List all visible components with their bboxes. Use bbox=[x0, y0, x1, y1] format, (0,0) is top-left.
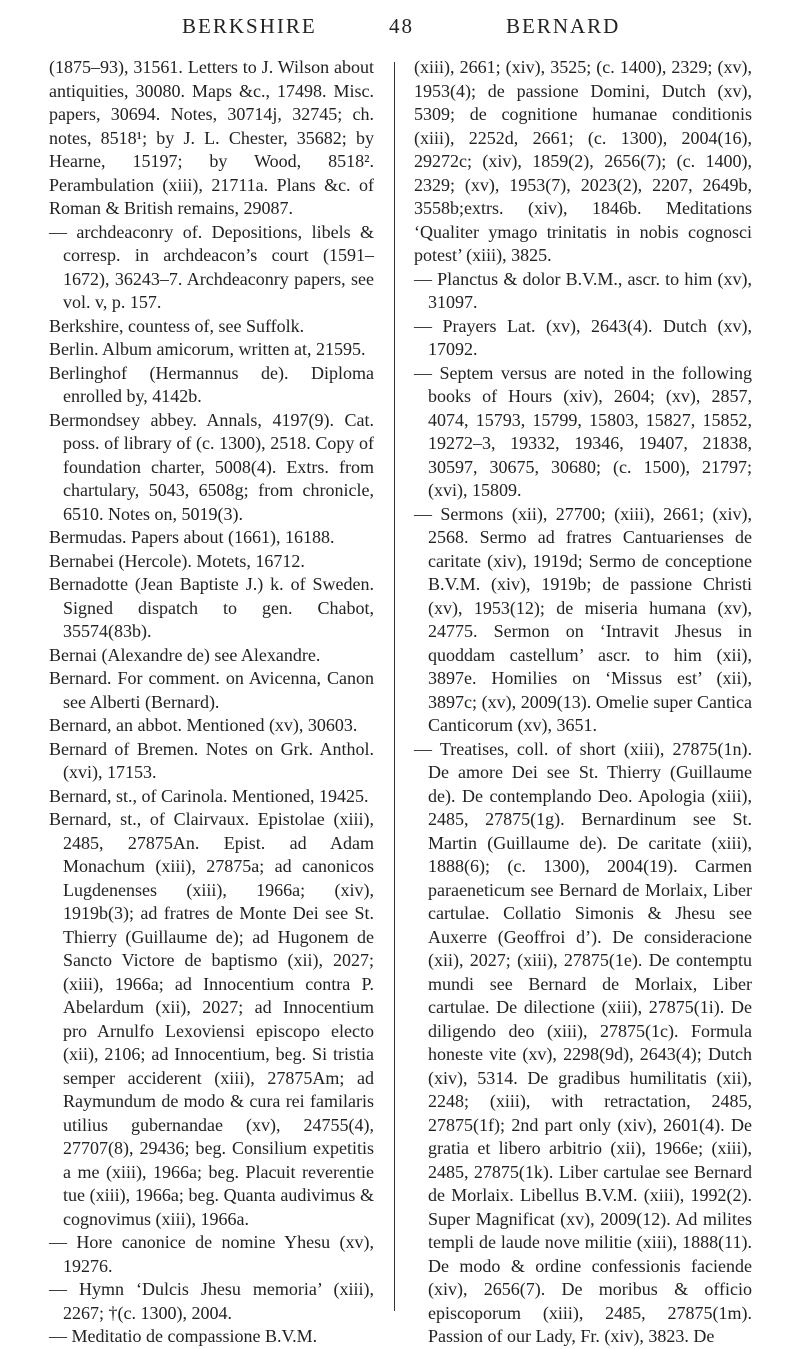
right-column bbox=[414, 56, 752, 1349]
left-column bbox=[49, 56, 374, 1349]
index-entry: — Septem versus are noted in the following books of Hours (xiv), 2604; (xv), 2857, 4074, 15793, 15799, 15803, 15827, 15852, 19272–3, 19332, 19346, 19407, 21838, 30597, 30675, 30680; (c. 1500), 21797; (xvi), 15809. bbox=[414, 362, 752, 500]
index-entry: — Treatises, coll. of short (xiii), 27875(1n). De amore Dei see St. Thierry (Guillaume de). De contemplando Deo. Apologia (xiii), 2485, 27875(1g). Bernardinum see St. Martin (Guillaume de). De caritate (xiii), 1888(6); (c. 1300), 2004(19). Carmen paraeneticum see Bernard de Morlaix, Liber cartulae. Collatio Simonis & Jhesu see Auxerre (Geoffroi d’). De consideracione (xii), 2027; (xiii), 27875(1e). De contemptu mundi see Bernard de Morlaix, Liber cartulae. De dilectione (xiii), 27875(1i). De diligendo deo (xiii), 27875(1c). Formula honeste vite (xv), 2298(9d), 2643(4); Dutch (xiv), 5314. De gradibus humilitatis (xii), 2248; (xiii), with retractation, 2485, 27875(1f); 2nd part only (xiv), 2601(4). De gratia et libero arbitrio (xii), 1966e; (xiii), 2485, 27875(1k). Liber cartulae see Bernard de Morlaix. Libellus B.V.M. (xiii), 1992(2). Super Magnificat (xv), 2009(12). Ad milites templi de laude nove militie (xiii), 1888(11). De modo & ordine confessionis faciende (xiv), 2656(7). De moribus & officio episcoporum (xiii), 2485, 27875(1m). Passion of our Lady, Fr. (xiv), 3823. De bbox=[414, 738, 752, 1346]
index-entry: Bermudas. Papers about (1661), 16188. bbox=[49, 527, 335, 547]
index-entry: — Hore canonice de nomine Yhesu (xv), 19276. bbox=[49, 1232, 374, 1276]
page-header bbox=[0, 14, 801, 48]
running-head-right: BERNARD bbox=[506, 14, 621, 38]
index-entry: — Meditatio de compassione B.V.M. bbox=[49, 1326, 318, 1346]
index-entry: Bernadotte (Jean Baptiste J.) k. of Sweden. Signed dispatch to gen. Chabot, 35574(83b). bbox=[49, 574, 374, 641]
index-entry: Bernai (Alexandre de) see Alexandre. bbox=[49, 644, 321, 665]
running-head-left: BERKSHIRE bbox=[182, 14, 317, 38]
index-entry: Berkshire, countess of, see Suffolk. bbox=[49, 315, 305, 336]
index-entry: Berlin. Album amicorum, written at, 21595. bbox=[49, 339, 366, 359]
index-entry: Bernard, st., of Carinola. Mentioned, 19425. bbox=[49, 785, 369, 806]
index-entry: Bernard of Bremen. Notes on Grk. Anthol. (xvi), 17153. bbox=[49, 738, 374, 782]
page-number: 48 bbox=[389, 14, 414, 38]
index-entry: — Prayers Lat. (xv), 2643(4). Dutch (xv), 17092. bbox=[414, 315, 752, 359]
index-entry: Bernard, st., of Clairvaux. Epistolae (xiii), 2485, 27875An. Epist. ad Adam Monachum (xiii), 27875a; ad canonicos Lugdenenses (xiii), 1966a; (xiv), 1919b(3); ad fratres de Monte Dei see St. Thierry (Guillaume de); ad Hugonem de Sancto Victore de baptismo (xii), 2027; (xiii), 1966a; ad Innocentium contra P. Abelardum (xii), 2027; ad Innocentium pro Arnulfo Lexoviensi episcopo electo (xii), 2106; ad Innocentium, beg. Si tristia semper acciderent (xiii), 27875Am; ad Raymundum de modo & cura rei familaris utilius gubernandae (xv), 24755(4), 27707(8), 29436; beg. Consilium expetitis a me (xiii), 1966a; beg. Placuit reverentie tue (xiii), 1966a; beg. Quanta audivimus & cognovimus (xiii), 1966a. bbox=[49, 809, 374, 1229]
index-entry: (1875–93), 31561. Letters to J. Wilson about antiquities, 30080. Maps &c., 17498. Misc. papers, 30694. Notes, 30714j, 32745; ch. notes, 8518¹; by J. L. Chester, 35682; by Hearne, 15197; by Wood, 8518². Perambulation (xiii), 21711a. Plans &c. of Roman & British remains, 29087. bbox=[49, 57, 374, 218]
index-entry: Bermondsey abbey. Annals, 4197(9). Cat. poss. of library of (c. 1300), 2518. Copy of foundation charter, 5008(4). Extrs. from chartulary, 5043, 6508g; from chronicle, 6510. Notes on, 5019(3). bbox=[49, 409, 374, 524]
column-divider bbox=[394, 62, 395, 1311]
index-entry: (xiii), 2661; (xiv), 3525; (c. 1400), 2329; (xv), 1953(4); de passione Domini, Dutch (xv), 5309; de cognitione humanae conditionis (xiii), 2252d, 2661; (c. 1300), 2004(16), 29272c; (xiv), 1859(2), 2656(7); (c. 1400), 2329; (xv), 1953(7), 2023(2), 2207, 2649b, 3558b;extrs. (xiv), 1846b. Meditations ‘Qualiter ymago trinitatis in nobis cognosci potest’ (xiii), 3825. bbox=[414, 57, 752, 265]
index-entry: Bernard. For comment. on Avicenna, Canon see Alberti (Bernard). bbox=[49, 668, 374, 712]
index-entry: — Planctus & dolor B.V.M., ascr. to him (xv), 31097. bbox=[414, 268, 752, 312]
index-entry: Berlinghof (Hermannus de). Diploma enrolled by, 4142b. bbox=[49, 362, 374, 406]
index-entry: — Sermons (xii), 27700; (xiii), 2661; (xiv), 2568. Sermo ad fratres Cantuarienses de caritate (xiv), 1919d; Sermo de conceptione B.V.M. (xiv), 1919b; de passione Christi (xv), 1953(12); de miseria humana (xv), 24775. Sermon on ‘Intravit Jhesus in quoddam castellum’ ascr. to him (xii), 3897e. Homilies on ‘Missus est’ (xii), 3897c; (xv), 2009(13). Omelie super Cantica Canticorum (xv), 3651. bbox=[414, 503, 752, 735]
index-entry: Bernabei (Hercole). Motets, 16712. bbox=[49, 550, 305, 571]
index-entry: — archdeaconry of. Depositions, libels & corresp. in archdeacon’s court (1591–1672), 36243–7. Archdeaconry papers, see vol. v, p. 157. bbox=[49, 221, 374, 312]
index-entry: Bernard, an abbot. Mentioned (xv), 30603. bbox=[49, 715, 358, 735]
index-entry: — Hymn ‘Dulcis Jhesu memoria’ (xiii), 2267; †(c. 1300), 2004. bbox=[49, 1279, 374, 1323]
